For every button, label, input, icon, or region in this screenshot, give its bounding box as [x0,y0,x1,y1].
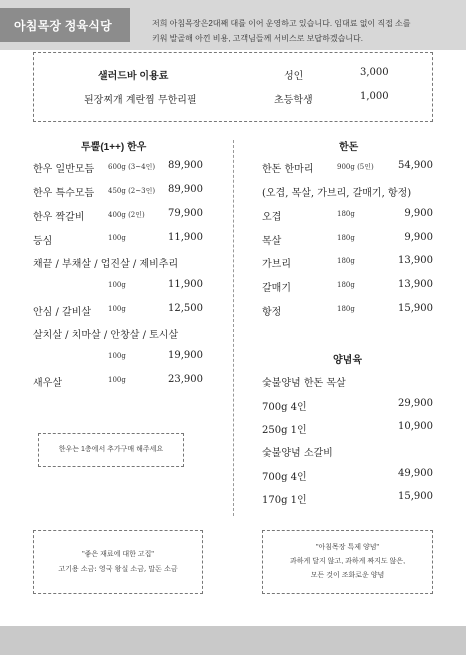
item-price: 15,900 [398,491,433,502]
sauce-info-text: 과하게 달지 않고, 과하게 짜지도 않은, [289,558,406,565]
item-name: 살치살 / 치마살 / 안창살 / 토시살 [33,330,179,341]
item-name: 한우 일반모듬 [33,164,95,175]
item-name: 가브리 [262,259,291,270]
salad-bar-subtitle: 된장찌개 계란찜 무한리필 [84,95,197,106]
item-price: 29,900 [398,398,433,409]
menu-row [33,255,203,271]
item-price: 79,900 [168,208,203,219]
item-name: (오겹, 목살, 가브리, 갈매기, 항정) [262,188,412,199]
item-name: 한우 짝갈비 [33,212,85,223]
item-price: 13,900 [398,279,433,290]
footer-bar [0,626,466,655]
hanwoo-section-title: 투뿔(1++) 한우 [81,142,147,153]
item-price: 10,900 [398,421,433,432]
marinated-group-name: 숯불양념 한돈 목살 [262,378,346,389]
item-name: 갈매기 [262,283,291,294]
item-qty: 100g [108,376,126,384]
salt-info-text: 고기용 소금: 영국 왕실 소금, 말돈 소금 [58,565,178,573]
sauce-info-heading: "아침목장 특제 양념" [316,544,379,551]
item-name: 170g 1인 [262,495,307,506]
salt-info-heading: "좋은 재료에 대한 고집" [82,551,154,558]
item-price: 9,900 [404,208,433,219]
brand-tag [0,8,130,42]
menu-row [262,279,433,295]
salad-bar-title: 샐러드바 이용료 [98,71,169,82]
item-qty: 100g [108,234,126,242]
menu-row [33,303,203,319]
item-name: 한우 특수모듬 [33,188,95,199]
item-qty: 180g [337,257,355,265]
hanwoo-note-box [38,433,184,467]
item-price: 13,900 [398,255,433,266]
item-name: 채끝 / 부채살 / 업진살 / 제비추리 [33,259,179,270]
menu-row [262,303,433,319]
item-qty: 400g (2인) [108,211,145,219]
salad-price-value: 1,000 [360,91,389,102]
item-name: 안심 / 갈비살 [33,307,92,318]
notice-text [152,16,452,46]
item-name: 700g 4인 [262,472,307,483]
item-name: 목살 [262,236,282,247]
menu-row [262,184,433,200]
item-name: 새우살 [33,378,62,389]
menu-row [262,160,433,176]
item-qty: 900g (5인) [337,163,374,171]
menu-row [262,232,433,248]
item-qty: 180g [337,281,355,289]
item-price: 12,500 [168,303,203,314]
item-qty: 180g [337,210,355,218]
sauce-info-box [262,530,433,594]
item-qty: 100g [108,352,126,360]
sauce-info-text: 모든 것이 조화로운 양념 [310,572,385,579]
menu-row [262,421,433,437]
item-qty: 100g [108,305,126,313]
menu-row [33,374,203,390]
item-price: 54,900 [398,160,433,171]
menu-row [33,208,203,224]
item-qty: 180g [337,305,355,313]
menu-row [33,326,203,342]
item-price: 11,900 [168,279,203,290]
hanwoo-note: 한우는 1층에서 추가구매 해주세요 [58,446,164,453]
menu-row [262,255,433,271]
item-name: 700g 4인 [262,402,307,413]
handon-section-title: 한돈 [339,142,359,153]
item-price: 11,900 [168,232,203,243]
menu-row [33,232,203,248]
marinated-group-name: 숯불양념 소갈비 [262,448,333,459]
item-qty: 600g (3~4인) [108,163,156,171]
menu-row [33,279,203,295]
menu-row [262,468,433,484]
salad-price-label: 초등학생 [274,95,313,106]
item-qty: 450g (2~3인) [108,187,156,195]
item-price: 89,900 [168,160,203,171]
item-price: 19,900 [168,350,203,361]
menu-row [33,350,203,366]
salad-price-value: 3,000 [360,67,389,78]
item-price: 89,900 [168,184,203,195]
menu-row [262,208,433,224]
item-price: 15,900 [398,303,433,314]
item-price: 23,900 [168,374,203,385]
header-bar [0,0,466,50]
item-price: 49,900 [398,468,433,479]
item-qty: 180g [337,234,355,242]
marinated-section-title: 양념육 [333,355,362,366]
notice-line-2: 키워 발골해 아낀 비용, 고객님들께 서비스로 보답하겠습니다. [152,34,363,43]
item-name: 250g 1인 [262,425,307,436]
salad-bar-box [33,52,433,122]
menu-row [262,398,433,414]
item-name: 등심 [33,236,53,247]
item-price: 9,900 [404,232,433,243]
column-divider [233,140,234,516]
item-qty: 100g [108,281,126,289]
salt-info-box [33,530,203,594]
item-name: 항정 [262,307,282,318]
item-name: 한돈 한마리 [262,164,314,175]
menu-row [33,184,203,200]
menu-row [262,491,433,507]
menu-row [33,160,203,176]
notice-line-1: 저희 아침목장은2대째 대를 이어 운영하고 있습니다. 임대료 없이 직접 소를 [152,19,411,28]
brand-name: 아침목장 정육식당 [14,18,112,33]
salad-price-label: 성인 [284,71,304,82]
item-name: 오겹 [262,212,282,223]
